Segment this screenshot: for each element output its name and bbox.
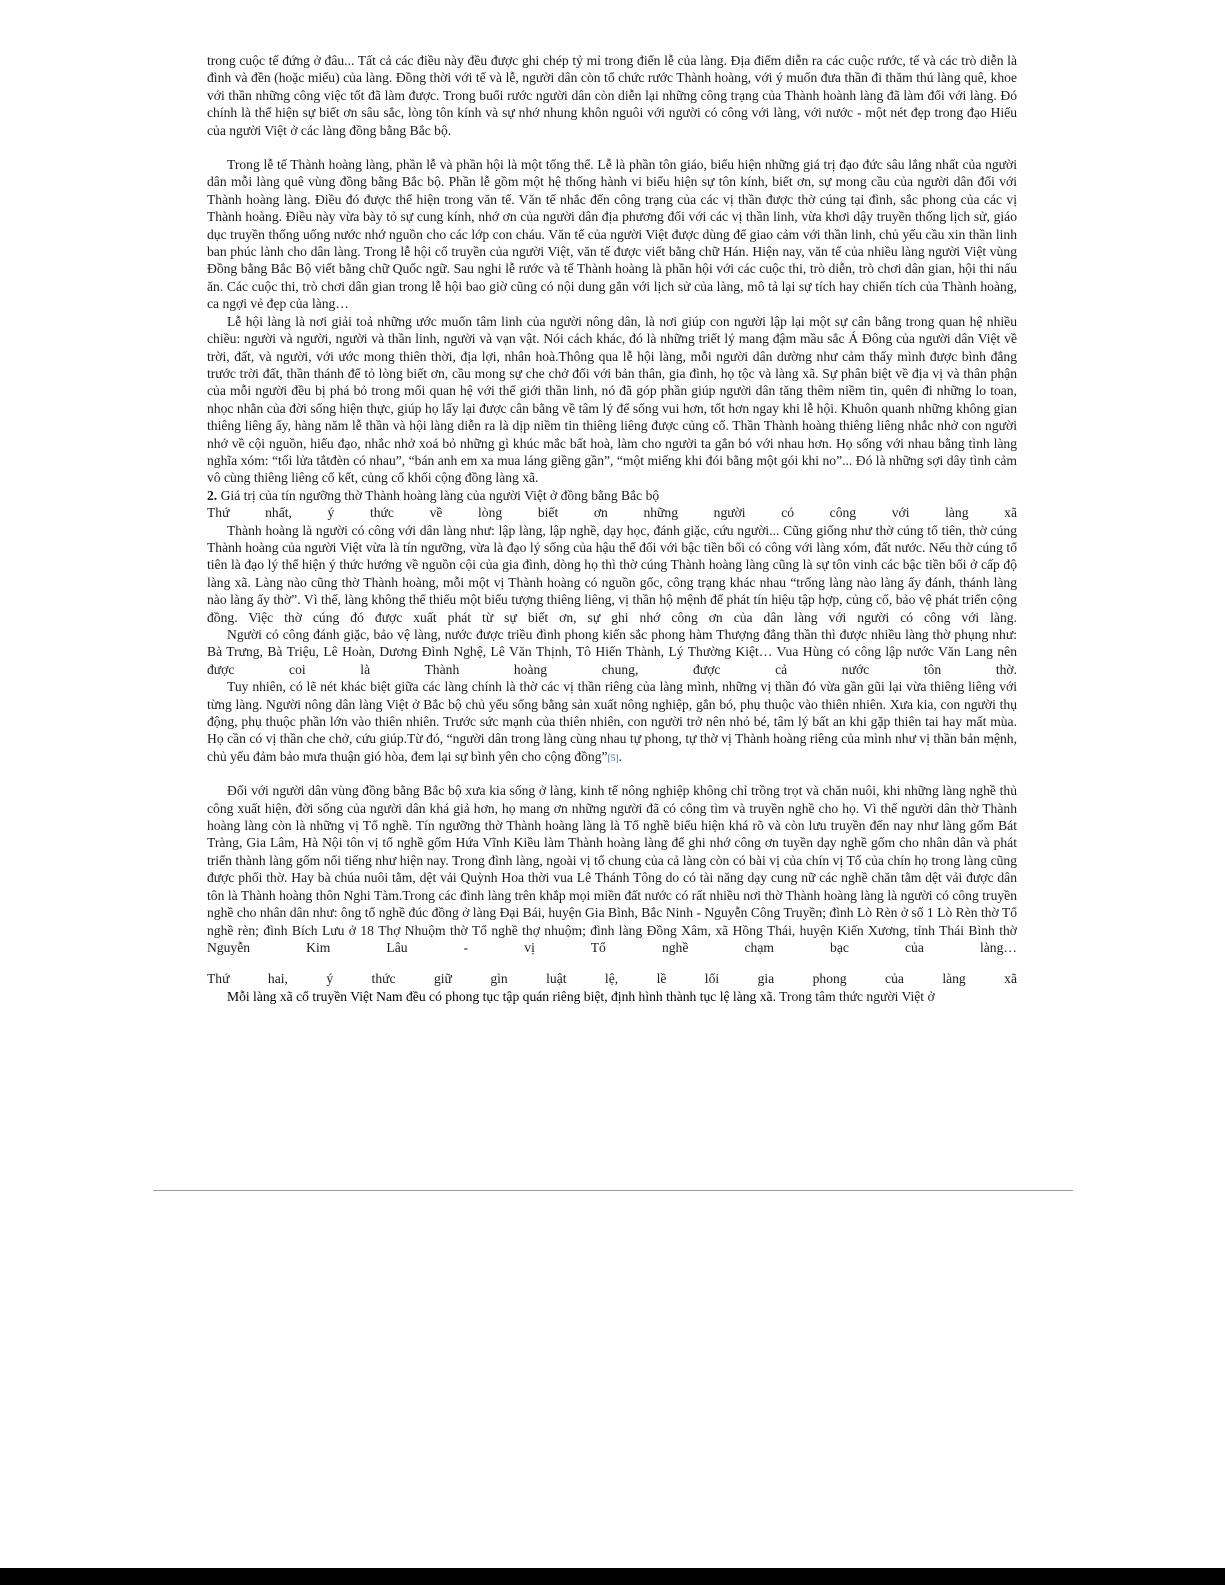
- paragraph-3: Lễ hội làng là nơi giải toả những ước muốn tâm linh của người nông dân, là nơi giúp con người lập lại một sự cân bằng trong quan hệ nhiều chiều: người và người, người và thần linh, người và vạn vật. Nói cách khác, đó là những triết lý mang đậm mầu sắc Á Đông của người dân Việt về trời, đất, và người, với ước mong thiên thời, địa lợi, nhân hoà.Thông qua lễ hội làng, mỗi người dân dường như cảm thấy mình được bình đẳng trước trời đất, thần thánh để tỏ lòng biết ơn, cầu mong sự che chở đối với bản thân, gia đình, họ tộc và làng xã. Sự phân biệt về địa vị và thân phận của mỗi người đều bị phá bỏ trong mối quan hệ với thế giới thần linh, nó đã góp phần giúp người dân tăng thêm niềm tin, quên đi những lo toan, nhọc nhằn của đời sống hiện thực, giúp họ lấy lại được cân bằng về tâm lý để sống vui hơn, tốt hơn ngay khi lễ hội. Khuôn quanh những không gian thiêng liêng ấy, hàng năm lễ thần và hội làng diễn ra là dịp niềm tin thiêng liêng được củng cố. Thần Thành hoàng thiêng liêng nhắc nhở con người nhớ về cội nguồn, hiếu đạo, nhắc nhở xoá bỏ những gì khúc mắc bất hoà, làm cho người ta gắn bó với nhau hơn. Họ sống với nhau bằng tình làng nghĩa xóm: “tối lửa tắtđèn có nhau”, “bán anh em xa mua láng giềng gần”, “một miếng khi đói bằng một gói khi no”... Đó là những sợi dây tình cảm vô cùng thiêng liêng cố kết, củng cố khối cộng đồng làng xã.: [207, 313, 1017, 486]
- paragraph-8-lead: Mỗi làng xã cổ truyền Việt Nam đều có phong tục tập quán riêng biệt, định hình thành tục lệ làng xã.: [227, 988, 776, 1004]
- paragraph-8-rest: Trong tâm thức người Việt ở: [775, 988, 935, 1004]
- subheading-first: Thứ nhất, ý thức về lòng biết ơn những người có công với làng xã: [207, 505, 1017, 521]
- paragraph-6-end: .: [618, 748, 623, 764]
- page-divider: [153, 1190, 1073, 1191]
- section-heading-text: Giá trị của tín ngưỡng thờ Thành hoàng làng của người Việt ở đồng bằng Bắc bộ: [217, 487, 660, 503]
- paragraph-8: [207, 988, 1017, 1005]
- paragraph-6-text: Tuy nhiên, có lẽ nét khác biệt giữa các làng chính là thờ các vị thần riêng của làng mình, những vị thần đó vừa gần gũi lại vừa thiêng liêng với từng làng. Người nông dân làng Việt ở Bắc bộ chủ yếu sống bằng sản xuất nông nghiệp, gắn bó, phụ thuộc vào thiên nhiên. Xưa kia, con người thụ động, phụ thuộc phần lớn vào thiên nhiên. Trước sức mạnh của thiên nhiên, con người trở nên nhỏ bé, tâm lý bất an khi gặp thiên tai hay mất mùa. Họ cần có vị thần che chở, cứu giúp.Từ đó, “người dân trong làng cùng nhau tự phong, tự thờ vị Thành hoàng riêng của mình như vị thần bản mệnh, chủ yếu đảm bảo mưa thuận gió hòa, đem lại sự bình yên cho cộng đồng”: [207, 679, 1017, 764]
- subheading-second: Thứ hai, ý thức giữ gìn luật lệ, lề lối gia phong của làng xã: [207, 971, 1017, 987]
- paragraph-5: Người có công đánh giặc, bảo vệ làng, nước được triều đình phong kiến sắc phong hàm Thượng đẳng thần thì được nhiều làng thờ phụng như: Bà Trưng, Bà Triệu, Lê Hoàn, Dương Đình Nghệ, Lê Văn Thịnh, Tô Hiến Thành, Lý Thường Kiệt… Vua Hùng có công lập nước Văn Lang nên được coi là Thành hoàng chung, được cả nước tôn thờ.: [207, 627, 1017, 677]
- paragraph-4: Thành hoàng là người có công với dân làng như: lập làng, lập nghề, dạy học, đánh giặc, cứu người... Cũng giống như thờ cúng tổ tiên, thờ cúng Thành hoàng của người Việt vừa là tín ngưỡng, vừa là đạo lý sống của hậu thế đối với bậc tiền bối có công với làng xóm, đất nước. Nếu thờ cúng tổ tiên là đạo lý thể hiện ý thức hướng về nguồn cội của gia đình, dòng họ thì thờ cúng Thành hoàng làng cũng là sự tôn vinh các bậc tiền bối ở cấp độ làng xã. Làng nào cũng thờ Thành hoàng, mỗi một vị Thành hoàng có nguồn gốc, công trạng khác nhau “trống làng nào làng ấy đánh, thánh làng nào làng ấy thờ”. Vì thế, làng không thể thiếu một biểu tượng thiêng liêng, vị thần hộ mệnh để phát tín hiệu tập hợp, củng cố, bảo vệ phát triển cộng đồng. Việc thờ cúng đó được xuất phát từ sự biết ơn, sự ghi nhớ công ơn của dân làng với người có công với làng.: [207, 522, 1017, 625]
- paragraph-1: trong cuộc tế đứng ở đâu... Tất cả các điều này đều được ghi chép tỷ mỉ trong điển lễ của làng. Địa điểm diễn ra các cuộc rước, tế và các trò diễn là đình và đền (hoặc miếu) của làng. Đồng thời với tế và lễ, người dân còn tổ chức rước Thành hoàng, với ý muốn đưa thần đi thăm thú làng quê, khoe với thần những công việc tốt đã làm được. Trong buổi rước người dân còn diễn lại những công trạng của Thành hoành làng đã làm đối với làng. Đó chính là thể hiện sự biết ơn sâu sắc, lòng tôn kính và sự nhớ nhung khôn nguôi với người có công với làng, với nước - một nét đẹp trong đạo Hiếu của người Việt ở các làng đồng bằng Bắc bộ.: [207, 53, 1017, 138]
- paragraph-6: [207, 678, 1017, 768]
- bottom-bar: [0, 1568, 1225, 1585]
- paragraph-2: Trong lễ tế Thành hoàng làng, phần lễ và phần hội là một tổng thể. Lễ là phần tôn giáo, biểu hiện những giá trị đạo đức sâu lắng nhất của người dân mỗi làng quê vùng đồng bằng Bắc bộ. Phần lễ gồm một hệ thống hành vi biểu hiện sự tôn kính, biết ơn, sự mong cầu của người dân đối với Thành hoàng làng. Điều đó được thể hiện trong văn tế. Văn tế nhắc đến công trạng của các vị thần được thờ cúng tại đình, sắc phong của các vị Thành hoàng. Điều này vừa bày tỏ sự cung kính, nhớ ơn của người dân địa phương đối với các vị thần linh, vừa khơi dậy truyền thống lịch sử, giáo dục truyền thống uống nước nhớ nguồn cho các lớp con cháu. Văn tế của người Việt được dùng để giao cảm với thần linh, chủ yếu cầu xin thần linh ban phúc lành cho dân làng. Trong lễ hội cổ truyền của người Việt, văn tế được viết bằng chữ Hán. Hiện nay, văn tế của nhiều làng người Việt vùng Đồng bằng Bắc Bộ viết bằng chữ Quốc ngữ. Sau nghi lễ rước và tế Thành hoàng là phần hội với các cuộc thi, trò diễn, trò chơi dân gian, hội thi nấu ăn. Các cuộc thi, trò chơi dân gian trong lễ hội bao giờ cũng có nội dung gắn với lịch sử của làng, mô tả lại sự tích hay chiến tích của Thành hoàng, ca ngợi vẻ đẹp của làng…: [207, 157, 1017, 312]
- paragraph-7: Đối với người dân vùng đồng bằng Bắc bộ xưa kia sống ở làng, kinh tế nông nghiệp không chỉ trồng trọt và chăn nuôi, khi những làng nghề thủ công xuất hiện, đời sống của người dân khá giả hơn, họ mang ơn những người đã có công tìm và truyền nghề cho họ. Vì thế người dân thờ Thành hoàng làng còn là những vị Tổ nghề. Tín ngưỡng thờ Thành hoàng làng là Tổ nghề biểu hiện khá rõ và còn lưu truyền đến nay như làng gốm Bát Tràng, Gia Lâm, Hà Nội tôn vị tổ nghề gốm Hứa Vĩnh Kiều làm Thành hoàng làng để ghi nhớ công ơn tuyền dạy nghề gốm cho nhân dân và phát triển thành làng gốm nổi tiếng như hiện nay. Trong đình làng, ngoài vị tổ chung của cả làng còn có bài vị của chín vị Tổ của chín họ trong làng cũng được phối thờ. Hay bà chúa nuôi tằm, dệt vải Quỳnh Hoa thời vua Lê Thánh Tông do có tài năng dạy cung nữ các nghề chăn tằm dệt vải được dân tôn là Thành hoàng thôn Nghi Tàm.Trong các đình làng trên khắp mọi miền đất nước có rất nhiều nơi thờ Thành hoàng làng là người có công truyền nghề cho nhân dân như: ông tổ nghề đúc đồng ở làng Đại Bái, huyện Gia Bình, Bắc Ninh - Nguyễn Công Truyền; đình Lò Rèn ở số 1 Lò Rèn thờ Tổ nghề rèn; đình Bích Lưu ở 18 Thợ Nhuộm thờ Tổ nghề thợ nhuộm; đình làng Đồng Xâm, xã Hồng Thái, huyện Kiến Xương, tỉnh Thái Bình thờ Nguyễn Kim Lâu - vị Tổ nghề chạm bạc của làng…: [207, 783, 1017, 955]
- document-page: [207, 52, 1017, 1005]
- section-heading: [207, 487, 1017, 504]
- section-heading-number: 2.: [207, 487, 218, 503]
- footnote-ref-5[interactable]: [5]: [607, 753, 619, 764]
